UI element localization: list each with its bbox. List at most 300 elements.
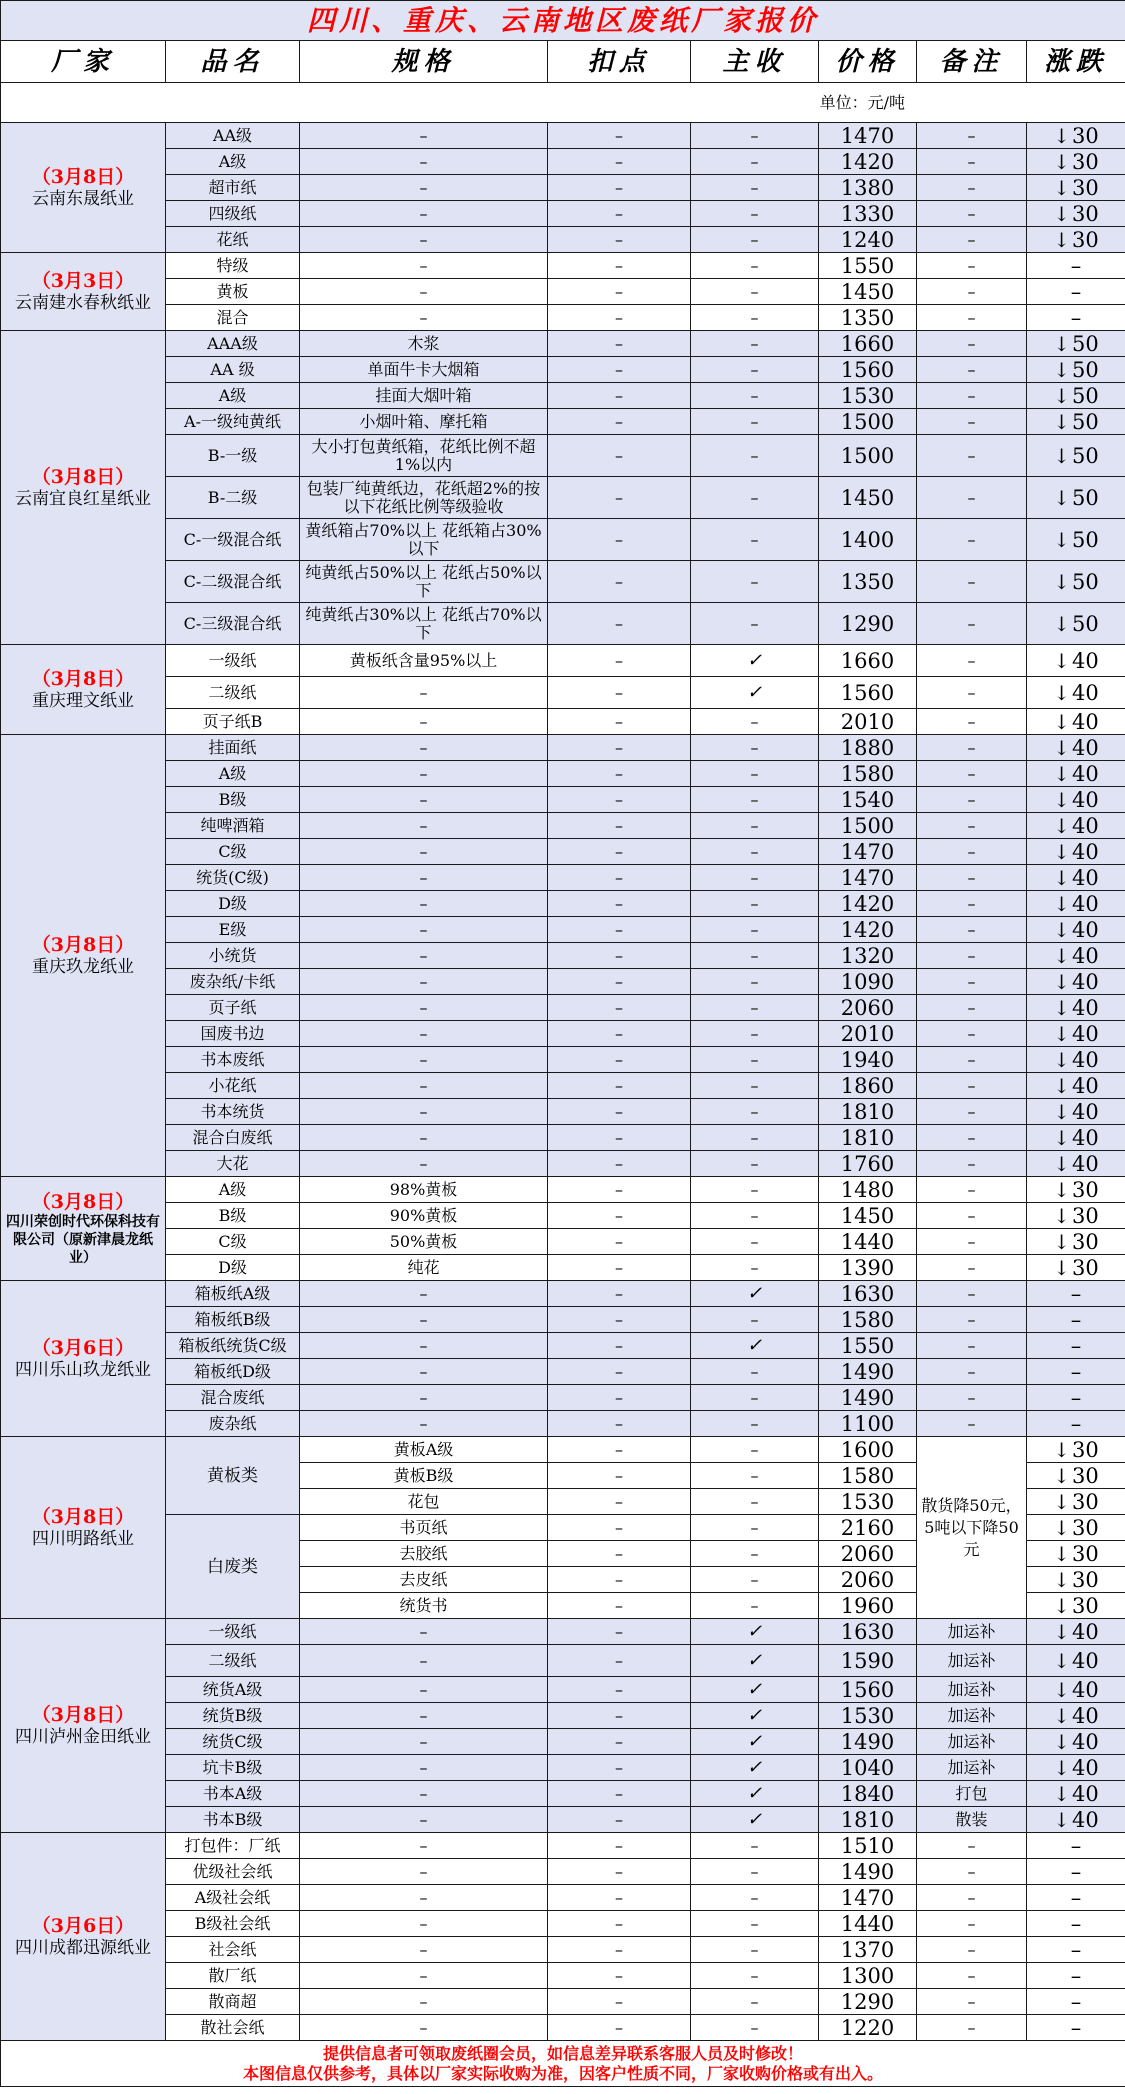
price-cell: 1450 [819,1203,917,1229]
down-arrow-icon: ↓ [1053,680,1071,705]
deduct-cell: – [548,677,691,709]
table-row [1,865,1125,891]
change-value: 30 [1072,1177,1099,1202]
note-cell: – [917,435,1027,477]
change-cell [1027,1911,1125,1937]
main-cell: – [691,1963,819,1989]
price-cell: 1300 [819,1963,917,1989]
down-arrow-icon: ↓ [1053,1677,1071,1702]
table-row [1,1177,1125,1203]
product-cell: A-一级纯黄纸 [166,409,300,435]
down-arrow-icon: ↓ [1053,1463,1071,1488]
change-cell [1027,645,1125,677]
note-cell: – [917,787,1027,813]
main-cell: – [691,891,819,917]
table-row [1,357,1125,383]
change-value: 40 [1072,813,1099,838]
change-value: 40 [1072,891,1099,916]
note-cell: – [917,1859,1027,1885]
down-arrow-icon: ↓ [1053,611,1071,636]
change-value: 30 [1072,1541,1099,1566]
change-cell [1027,1385,1125,1411]
deduct-cell: – [548,1411,691,1437]
price-cell: 1580 [819,761,917,787]
change-value: 40 [1072,1099,1099,1124]
change-cell [1027,561,1125,603]
note-cell: – [917,409,1027,435]
main-cell: ✓ [691,1703,819,1729]
price-cell: 1490 [819,1359,917,1385]
product-cell: B-二级 [166,477,300,519]
main-cell: ✓ [691,1333,819,1359]
change-value: 30 [1072,227,1099,252]
main-cell: ✓ [691,1807,819,1833]
deduct-cell: – [548,435,691,477]
change-value: 40 [1072,680,1099,705]
header-deduct: 扣点 [548,41,691,83]
unit-label: 单位：元/吨 [1,83,1125,123]
change-value: – [1070,305,1082,330]
note-cell: – [917,1411,1027,1437]
down-arrow-icon: ↓ [1053,1203,1071,1228]
main-cell: – [691,1489,819,1515]
spec-cell: – [300,1281,548,1307]
product-cell: 混合白废纸 [166,1125,300,1151]
note-cell: – [917,1177,1027,1203]
note-cell: – [917,1255,1027,1281]
change-cell [1027,1593,1125,1619]
main-cell: – [691,435,819,477]
change-cell [1027,1937,1125,1963]
price-cell: 1840 [819,1781,917,1807]
main-cell: – [691,1229,819,1255]
price-cell: 1630 [819,1281,917,1307]
factory-cell [1,1437,166,1619]
change-value: 40 [1072,709,1099,734]
main-cell: – [691,2015,819,2041]
down-arrow-icon: ↓ [1053,995,1071,1020]
note-cell: – [917,331,1027,357]
deduct-cell: – [548,1781,691,1807]
product-cell: A级 [166,1177,300,1203]
price-cell: 1660 [819,331,917,357]
table-row [1,435,1125,477]
spec-cell: – [300,677,548,709]
change-value: – [1070,1911,1082,1936]
product-cell: 一级纸 [166,1619,300,1645]
change-value: 50 [1072,383,1099,408]
change-cell [1027,383,1125,409]
footer-row [1,2041,1125,2087]
deduct-cell: – [548,1385,691,1411]
change-value: 30 [1072,1463,1099,1488]
main-cell: – [691,1567,819,1593]
product-cell: 统货A级 [166,1677,300,1703]
table-row [1,279,1125,305]
down-arrow-icon: ↓ [1053,943,1071,968]
spec-cell: – [300,943,548,969]
spec-cell: – [300,995,548,1021]
price-cell: 1400 [819,519,917,561]
price-cell: 1530 [819,1489,917,1515]
main-cell: – [691,1385,819,1411]
note-cell: 打包 [917,1781,1027,1807]
product-cell: 混合 [166,305,300,331]
change-value: 40 [1072,1729,1099,1754]
change-value: – [1070,1333,1082,1358]
price-cell: 1550 [819,1333,917,1359]
note-cell: – [917,175,1027,201]
table-row [1,1963,1125,1989]
change-cell [1027,1833,1125,1859]
main-cell: – [691,1541,819,1567]
down-arrow-icon: ↓ [1053,1541,1071,1566]
price-cell: 1420 [819,149,917,175]
price-cell: 1470 [819,1885,917,1911]
price-cell: 1490 [819,1859,917,1885]
change-cell [1027,123,1125,149]
table-row [1,1989,1125,2015]
product-cell: B级 [166,1203,300,1229]
table-row [1,1781,1125,1807]
deduct-cell: – [548,1593,691,1619]
product-cell: 黄板 [166,279,300,305]
spec-cell: – [300,1099,548,1125]
factory-cell [1,1281,166,1437]
main-cell: – [691,709,819,735]
change-cell [1027,677,1125,709]
product-cell: 花包 [300,1489,548,1515]
down-arrow-icon: ↓ [1053,527,1071,552]
deduct-cell: – [548,1463,691,1489]
deduct-cell: – [548,1073,691,1099]
main-cell: – [691,149,819,175]
note-cell: – [917,1833,1027,1859]
product-cell: 黄板B级 [300,1463,548,1489]
product-cell: 箱板纸B级 [166,1307,300,1333]
price-cell: 1220 [819,2015,917,2041]
main-cell: – [691,1911,819,1937]
main-cell: – [691,787,819,813]
price-cell: 1350 [819,561,917,603]
change-cell [1027,1047,1125,1073]
spec-cell: – [300,1781,548,1807]
spec-cell: – [300,279,548,305]
product-cell: 一级纸 [166,645,300,677]
down-arrow-icon: ↓ [1053,813,1071,838]
price-cell: 1440 [819,1229,917,1255]
price-cell: 1940 [819,1047,917,1073]
change-cell [1027,761,1125,787]
table-row [1,1021,1125,1047]
table-row [1,1125,1125,1151]
deduct-cell: – [548,1729,691,1755]
table-row [1,149,1125,175]
spec-cell: – [300,1047,548,1073]
deduct-cell: – [548,969,691,995]
spec-cell: – [300,969,548,995]
product-cell: 页子纸B [166,709,300,735]
spec-cell: – [300,735,548,761]
change-value: – [1070,1859,1082,1884]
main-cell: – [691,813,819,839]
price-cell: 2010 [819,709,917,735]
down-arrow-icon: ↓ [1053,1729,1071,1754]
deduct-cell: – [548,1255,691,1281]
price-cell: 1760 [819,1151,917,1177]
spec-cell: – [300,709,548,735]
down-arrow-icon: ↓ [1053,761,1071,786]
down-arrow-icon: ↓ [1053,1807,1071,1832]
spec-cell: – [300,1619,548,1645]
header-spec: 规格 [300,41,548,83]
spec-cell: 50%黄板 [300,1229,548,1255]
change-cell [1027,305,1125,331]
change-cell [1027,519,1125,561]
table-row [1,409,1125,435]
price-cell: 1530 [819,1703,917,1729]
note-cell: – [917,1385,1027,1411]
spec-cell: – [300,305,548,331]
change-value: 50 [1072,485,1099,510]
change-cell [1027,435,1125,477]
footer-line: 本图信息仅供参考，具体以厂家实际收购为准，因客户性质不同，厂家收购价格或有出入。 [243,2063,884,2083]
price-cell: 1580 [819,1307,917,1333]
down-arrow-icon: ↓ [1053,917,1071,942]
spec-cell: – [300,1151,548,1177]
price-cell: 1090 [819,969,917,995]
spec-cell: – [300,1729,548,1755]
table-row [1,2015,1125,2041]
deduct-cell: – [548,1807,691,1833]
note-cell: 加运补 [917,1677,1027,1703]
price-cell: 1810 [819,1807,917,1833]
table-row [1,1099,1125,1125]
product-cell: 散厂纸 [166,1963,300,1989]
change-cell [1027,1645,1125,1677]
deduct-cell: – [548,1437,691,1463]
price-cell: 1560 [819,677,917,709]
factory-cell [1,123,166,253]
price-cell: 1290 [819,1989,917,2015]
price-cell: 1100 [819,1411,917,1437]
note-cell: – [917,1151,1027,1177]
main-cell: ✓ [691,1619,819,1645]
deduct-cell: – [548,409,691,435]
note-cell: 散货降50元，5吨以下降50元 [917,1437,1027,1619]
note-cell: – [917,561,1027,603]
down-arrow-icon: ↓ [1053,648,1071,673]
deduct-cell: – [548,1567,691,1593]
change-value: – [1070,1281,1082,1306]
down-arrow-icon: ↓ [1053,735,1071,760]
factory-date: （3月8日） [31,1703,135,1726]
main-cell: ✓ [691,1645,819,1677]
note-cell: – [917,1099,1027,1125]
product-cell: E级 [166,917,300,943]
deduct-cell: – [548,1989,691,2015]
price-cell: 1370 [819,1937,917,1963]
table-row [1,813,1125,839]
factory-name: 云南宜良红星纸业 [15,488,151,509]
change-value: 40 [1072,917,1099,942]
down-arrow-icon: ↓ [1053,227,1071,252]
table-row [1,1255,1125,1281]
change-value: 40 [1072,787,1099,812]
main-cell: – [691,1411,819,1437]
main-cell: – [691,865,819,891]
change-value: – [1070,2015,1082,2040]
deduct-cell: – [548,1755,691,1781]
footer-text [1,2041,1125,2087]
change-value: – [1070,279,1082,304]
main-cell: ✓ [691,1729,819,1755]
change-cell [1027,227,1125,253]
down-arrow-icon: ↓ [1053,1229,1071,1254]
down-arrow-icon: ↓ [1053,149,1071,174]
main-cell: – [691,839,819,865]
table-row [1,1437,1125,1463]
note-cell: – [917,279,1027,305]
table-row [1,1807,1125,1833]
table-row [1,917,1125,943]
deduct-cell: – [548,1177,691,1203]
change-value: 50 [1072,409,1099,434]
footer-line: 提供信息者可领取废纸圈会员，如信息差异联系客服人员及时修改！ [323,2043,804,2063]
down-arrow-icon: ↓ [1053,201,1071,226]
spec-cell: 90%黄板 [300,1203,548,1229]
spec-cell: – [300,1125,548,1151]
spec-cell: 黄纸箱占70%以上 花纸箱占30%以下 [300,519,548,561]
price-cell: 1500 [819,813,917,839]
down-arrow-icon: ↓ [1053,443,1071,468]
price-cell: 2160 [819,1515,917,1541]
product-cell: 废杂纸/卡纸 [166,969,300,995]
note-cell: 加运补 [917,1755,1027,1781]
change-value: 40 [1072,1151,1099,1176]
change-cell [1027,1677,1125,1703]
deduct-cell: – [548,1859,691,1885]
table-row [1,1385,1125,1411]
table-row [1,891,1125,917]
table-row [1,1047,1125,1073]
price-cell: 1450 [819,279,917,305]
down-arrow-icon: ↓ [1053,1648,1071,1673]
main-cell: – [691,305,819,331]
factory-cell [1,1177,166,1281]
spec-cell: – [300,1911,548,1937]
down-arrow-icon: ↓ [1053,1489,1071,1514]
change-cell [1027,1703,1125,1729]
deduct-cell: – [548,123,691,149]
factory-name: 四川泸州金田纸业 [15,1726,151,1747]
product-cell: 散商超 [166,1989,300,2015]
change-value: 30 [1072,1567,1099,1592]
price-cell: 1560 [819,357,917,383]
spec-cell: 包装厂纯黄纸边，花纸超2%的按以下花纸比例等级验收 [300,477,548,519]
table-row [1,1833,1125,1859]
main-cell: – [691,409,819,435]
table-row [1,1073,1125,1099]
down-arrow-icon: ↓ [1053,409,1071,434]
price-cell: 1290 [819,603,917,645]
change-value: 40 [1072,1125,1099,1150]
main-cell: – [691,1463,819,1489]
change-cell [1027,917,1125,943]
price-cell: 1630 [819,1619,917,1645]
change-value: 40 [1072,1703,1099,1728]
product-cell: C级 [166,839,300,865]
deduct-cell: – [548,383,691,409]
note-cell: – [917,1911,1027,1937]
change-value: – [1070,1385,1082,1410]
down-arrow-icon: ↓ [1053,1151,1071,1176]
table-row [1,331,1125,357]
main-cell: – [691,1047,819,1073]
change-value: 50 [1072,611,1099,636]
change-cell [1027,331,1125,357]
deduct-cell: – [548,1645,691,1677]
note-cell: – [917,917,1027,943]
change-value: – [1070,1833,1082,1858]
main-cell: – [691,1937,819,1963]
down-arrow-icon: ↓ [1053,1619,1071,1644]
change-value: 40 [1072,839,1099,864]
change-cell [1027,1567,1125,1593]
table-row [1,969,1125,995]
note-cell: – [917,995,1027,1021]
price-cell: 1660 [819,645,917,677]
price-cell: 1480 [819,1177,917,1203]
title-row [1,1,1125,41]
spec-cell: – [300,175,548,201]
note-cell: – [917,253,1027,279]
main-cell: – [691,477,819,519]
product-cell: 废杂纸 [166,1411,300,1437]
down-arrow-icon: ↓ [1053,1255,1071,1280]
change-value: 30 [1072,1515,1099,1540]
note-cell: – [917,357,1027,383]
spec-cell: – [300,2015,548,2041]
spec-cell: – [300,1989,548,2015]
change-value: 30 [1072,1593,1099,1618]
spec-cell: – [300,227,548,253]
table-row [1,305,1125,331]
deduct-cell: – [548,357,691,383]
deduct-cell: – [548,1151,691,1177]
change-cell [1027,2015,1125,2041]
note-cell: 加运补 [917,1729,1027,1755]
down-arrow-icon: ↓ [1053,1021,1071,1046]
change-value: 40 [1072,943,1099,968]
price-cell: 1810 [819,1099,917,1125]
note-cell: – [917,383,1027,409]
main-cell: – [691,735,819,761]
change-cell [1027,1755,1125,1781]
header-factory: 厂家 [1,41,166,83]
deduct-cell: – [548,709,691,735]
product-cell: C级 [166,1229,300,1255]
note-cell: – [917,1073,1027,1099]
spec-cell: 纯花 [300,1255,548,1281]
deduct-cell: – [548,1541,691,1567]
product-cell: 统货B级 [166,1703,300,1729]
header-row [1,41,1125,83]
spec-cell: – [300,1411,548,1437]
table-row [1,1359,1125,1385]
price-cell: 1390 [819,1255,917,1281]
down-arrow-icon: ↓ [1053,1437,1071,1462]
